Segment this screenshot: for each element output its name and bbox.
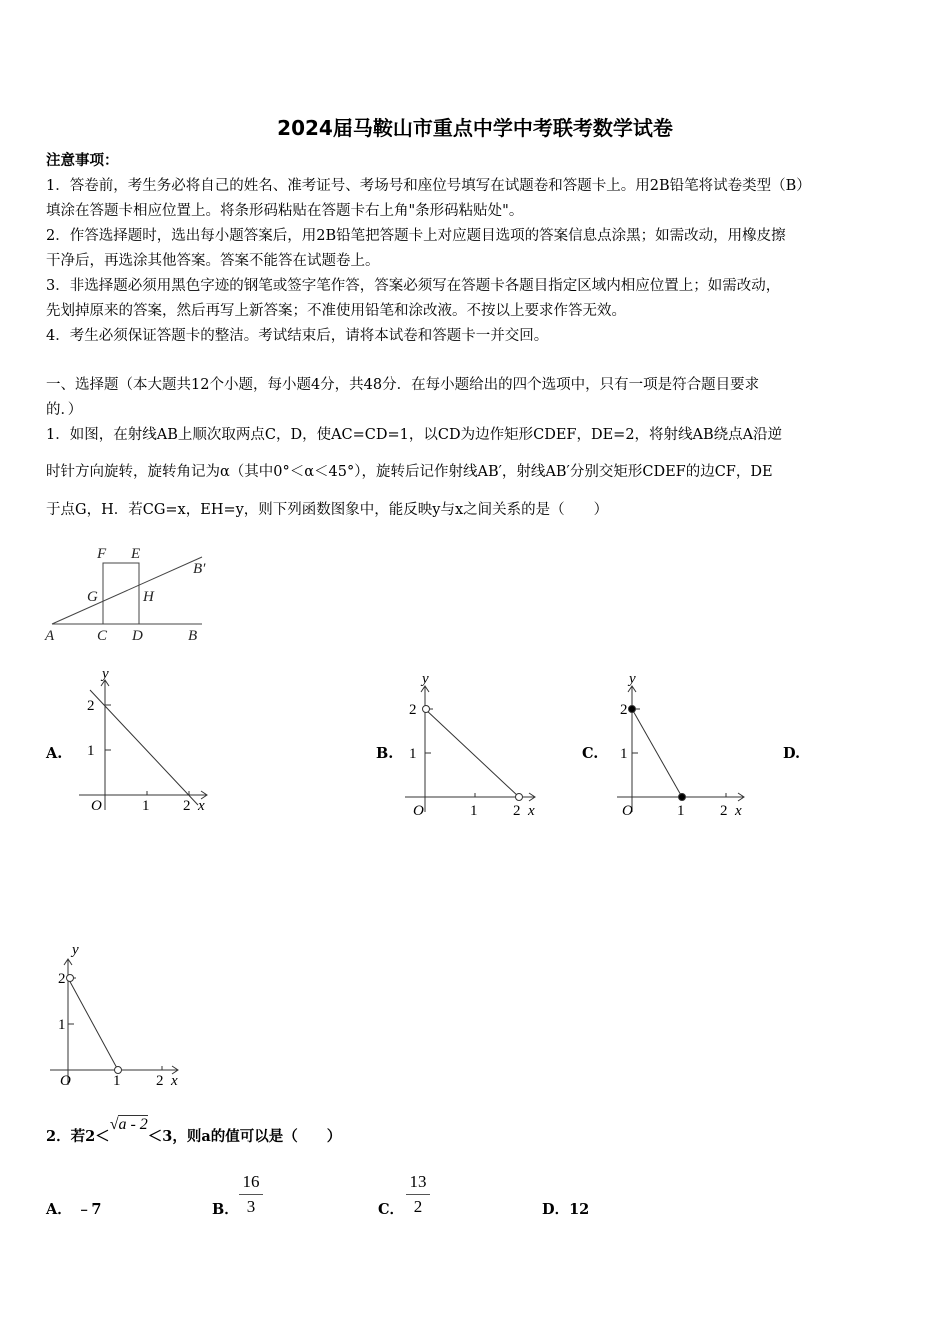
note-line: 1．答卷前，考生务必将自己的姓名、准考证号、考场号和座位号填写在试题卷和答题卡上。用2B铅笔将试卷类型（B） (46, 178, 811, 194)
y-axis-label: y (422, 671, 429, 687)
q1-option-a-label: A. (46, 745, 63, 762)
q2-stem-post: ＜3，则a的值可以是（ ） (147, 1128, 342, 1145)
q2-option-c-label[interactable]: C． (378, 1201, 405, 1218)
x-tick-1: 1 (470, 803, 478, 819)
x-tick-2: 2 (720, 803, 728, 819)
y-axis-label: y (629, 671, 636, 687)
label-A: A (45, 628, 55, 644)
y-tick-2: 2 (409, 702, 417, 718)
graph-a[interactable] (65, 666, 215, 820)
page-title: 2024届马鞍山市重点中学中考联考数学试卷 (277, 116, 673, 140)
y-tick-1: 1 (409, 746, 417, 762)
graph-c[interactable] (592, 672, 752, 822)
x-tick-1: 1 (142, 798, 150, 814)
note-line: 2．作答选择题时，选出每小题答案后，用2B铅笔把答题卡上对应题目选项的答案信息点涂黑；如需改动，用橡皮擦 (46, 228, 786, 244)
q2-option-b-fraction: $\frac{16}{3}$ (239, 1172, 263, 1217)
x-axis-label: x (171, 1073, 178, 1089)
q2-stem-pre: 2．若2＜ (46, 1128, 110, 1145)
q1-option-d-label: D. (783, 745, 801, 762)
label-Bprime: B′ (193, 561, 206, 577)
q1-option-c-label: C. (582, 745, 599, 762)
q1-option-b-label: B. (376, 745, 394, 762)
graph-b[interactable] (385, 672, 535, 822)
x-tick-1: 1 (113, 1073, 121, 1089)
origin-label: O (622, 803, 633, 819)
q2-option-c-fraction: $\frac{13}{2}$ (406, 1172, 430, 1217)
notes-heading: 注意事项： (46, 152, 119, 169)
q1-line: 时针方向旋转，旋转角记为α（其中0°＜α＜45°），旋转后记作射线AB′，射线AB′分别交矩形CDEF的边CF，DE (46, 464, 773, 480)
x-axis-label: x (528, 803, 535, 819)
graph-d[interactable] (28, 942, 188, 1095)
note-line: 填涂在答题卡相应位置上。将条形码粘贴在答题卡右上角"条形码粘贴处"。 (46, 203, 524, 219)
section-heading: 一、选择题（本大题共12个小题，每小题4分，共48分．在每小题给出的四个选项中，只有一项是符合题目要求 (46, 377, 760, 393)
origin-label: O (413, 803, 424, 819)
label-G: G (87, 589, 98, 605)
y-tick-2: 2 (620, 702, 628, 718)
y-tick-1: 1 (620, 746, 628, 762)
x-tick-1: 1 (677, 803, 685, 819)
q2-option-a[interactable]: A． ﹣7 (46, 1201, 102, 1218)
x-tick-2: 2 (156, 1073, 164, 1089)
y-axis-label: y (102, 666, 109, 682)
note-line: 4．考生必须保证答题卡的整洁。考试结束后，请将本试卷和答题卡一并交回。 (46, 328, 549, 344)
label-E: E (131, 546, 141, 562)
x-axis-label: x (198, 798, 205, 814)
origin-label: O (91, 798, 102, 814)
q1-line: 1．如图，在射线AB上顺次取两点C，D，使AC=CD=1，以CD为边作矩形CDEF，DE=2，将射线AB绕点A沿逆 (46, 427, 783, 443)
label-F: F (97, 546, 107, 562)
y-tick-2: 2 (58, 971, 66, 987)
note-line: 3．非选择题必须用黑色字迹的钢笔或签字笔作答，答案必须写在答题卡各题目指定区域内相应位置上；如需改动， (46, 278, 781, 294)
x-tick-2: 2 (183, 798, 191, 814)
x-axis-label: x (735, 803, 742, 819)
q2-option-b-label[interactable]: B． (212, 1201, 239, 1218)
radicand: a - 2 (118, 1116, 148, 1133)
q2-option-d[interactable]: D．12 (542, 1201, 590, 1218)
y-axis-label: y (72, 942, 79, 958)
y-tick-2: 2 (87, 698, 95, 714)
section-heading-cont: 的．） (46, 402, 83, 418)
y-tick-1: 1 (58, 1017, 66, 1033)
origin-label: O (60, 1073, 71, 1089)
q1-line: 于点G，H．若CG=x，EH=y，则下列函数图象中，能反映y与x之间关系的是（ ） (46, 502, 609, 518)
q2-stem (46, 1116, 342, 1147)
sqrt-expression: √a - 2 (109, 1116, 148, 1133)
label-B: B (188, 628, 198, 644)
note-line: 先划掉原来的答案，然后再写上新答案；不准使用铅笔和涂改液。不按以上要求作答无效。 (46, 303, 626, 319)
label-C: C (97, 628, 108, 644)
x-tick-2: 2 (513, 803, 521, 819)
note-line: 干净后，再选涂其他答案。答案不能答在试题卷上。 (46, 253, 380, 269)
label-D: D (132, 628, 143, 644)
label-H: H (143, 589, 154, 605)
y-tick-1: 1 (87, 743, 95, 759)
